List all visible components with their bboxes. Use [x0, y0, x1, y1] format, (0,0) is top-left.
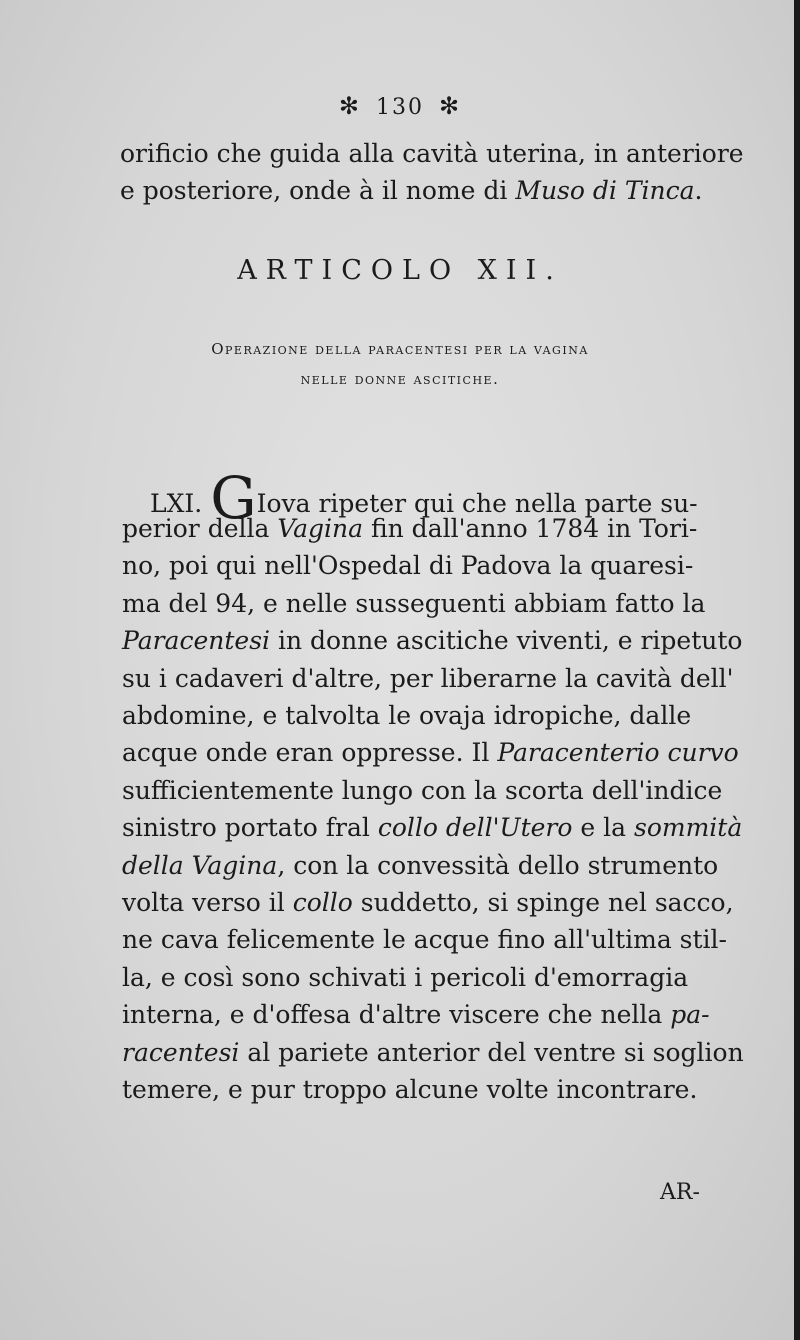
page-number-value: 130 — [376, 95, 424, 120]
paragraph-line — [122, 775, 722, 807]
line-text: al pariete anterior del ventre si soglion — [239, 1037, 744, 1067]
continuation-line-2 — [120, 175, 702, 207]
paragraph-line — [122, 625, 742, 657]
italic-term: della Vagina — [122, 850, 278, 880]
italic-term: Paracentesi — [122, 626, 271, 656]
line-text: la, e così sono schivati i pericoli d'emorragia — [122, 962, 689, 992]
italic-term: Vagina — [277, 514, 364, 543]
line-text: sufficientemente lungo con la scorta dell'indice — [122, 775, 723, 805]
article-subtitle-line-2: nelle donne ascitiche. — [300, 370, 500, 388]
continuation-italic: Muso di Tinca — [515, 176, 695, 205]
paragraph-line — [122, 1074, 697, 1106]
article-subtitle-line-1: Operazione della paracentesi per la vagina — [211, 340, 589, 358]
paragraph-line — [122, 999, 710, 1031]
paragraph-line — [122, 850, 718, 882]
paragraph-line — [122, 887, 734, 919]
continuation-end: . — [694, 176, 703, 205]
line-text: no, poi qui nell'Ospedal di Padova la quaresi- — [122, 551, 694, 581]
continuation-line-1: orificio che guida alla cavità uterina, in anteriore — [120, 139, 744, 168]
page-edge — [794, 0, 800, 1340]
line-text: ne cava felicemente le acque fino all'ultima stil- — [122, 925, 727, 955]
line-text: abdomine, e talvolta le ovaja idropiche, dalle — [122, 701, 692, 730]
italic-term: collo — [292, 888, 353, 917]
continuation-text: e posteriore, onde à il nome di — [120, 176, 508, 205]
line-text: , con la convessità dello strumento — [277, 850, 719, 880]
paragraph-line — [122, 924, 727, 956]
catchword: AR- — [660, 1180, 700, 1205]
line-text: suddetto, si spinge nel sacco, — [352, 888, 734, 917]
paragraph-line — [122, 550, 693, 582]
line-text: in donne ascitiche viventi, e ripetuto — [270, 626, 743, 656]
line-text: e la — [572, 813, 634, 843]
article-title: ARTICOLO XII. — [237, 255, 563, 286]
paragraph-line — [122, 513, 697, 545]
paragraph-line — [122, 812, 742, 844]
italic-term: pa- — [670, 1000, 710, 1030]
line-text: volta verso il — [122, 888, 293, 917]
italic-term: Paracenterio curvo — [497, 738, 739, 768]
italic-term: racentesi — [122, 1037, 240, 1067]
line-text: temere, e pur troppo alcune volte incontrare. — [122, 1075, 698, 1104]
line-text: interna, e d'offesa d'altre viscere che nella — [122, 1000, 671, 1030]
paragraph-line — [122, 962, 688, 994]
paragraph-number: LXI. — [150, 489, 203, 518]
ornament-left-icon: ✻ — [338, 92, 361, 120]
paragraph-line — [122, 700, 691, 732]
line-text: perior della — [122, 514, 278, 543]
paragraph-line — [122, 663, 733, 695]
first-line-text: Iova ripeter qui che nella parte su- — [256, 489, 698, 518]
paragraph-line — [122, 1037, 744, 1069]
page-number — [0, 92, 800, 120]
line-text: su i cadaveri d'altre, per liberarne la cavità dell' — [122, 663, 734, 693]
paragraph-line — [122, 737, 739, 769]
line-text: acque onde eran oppresse. Il — [122, 738, 498, 768]
line-text: ma del 94, e nelle susseguenti abbiam fatto la — [122, 588, 706, 618]
line-text: sinistro portato fral — [122, 813, 378, 843]
ornament-right-icon: ✻ — [439, 92, 462, 120]
paragraph-line — [122, 588, 705, 620]
italic-term: sommità — [633, 813, 743, 843]
italic-term: collo dell'Utero — [377, 813, 573, 843]
line-text: fin dall'anno 1784 in Tori- — [363, 514, 698, 543]
drop-cap: G — [210, 464, 257, 532]
